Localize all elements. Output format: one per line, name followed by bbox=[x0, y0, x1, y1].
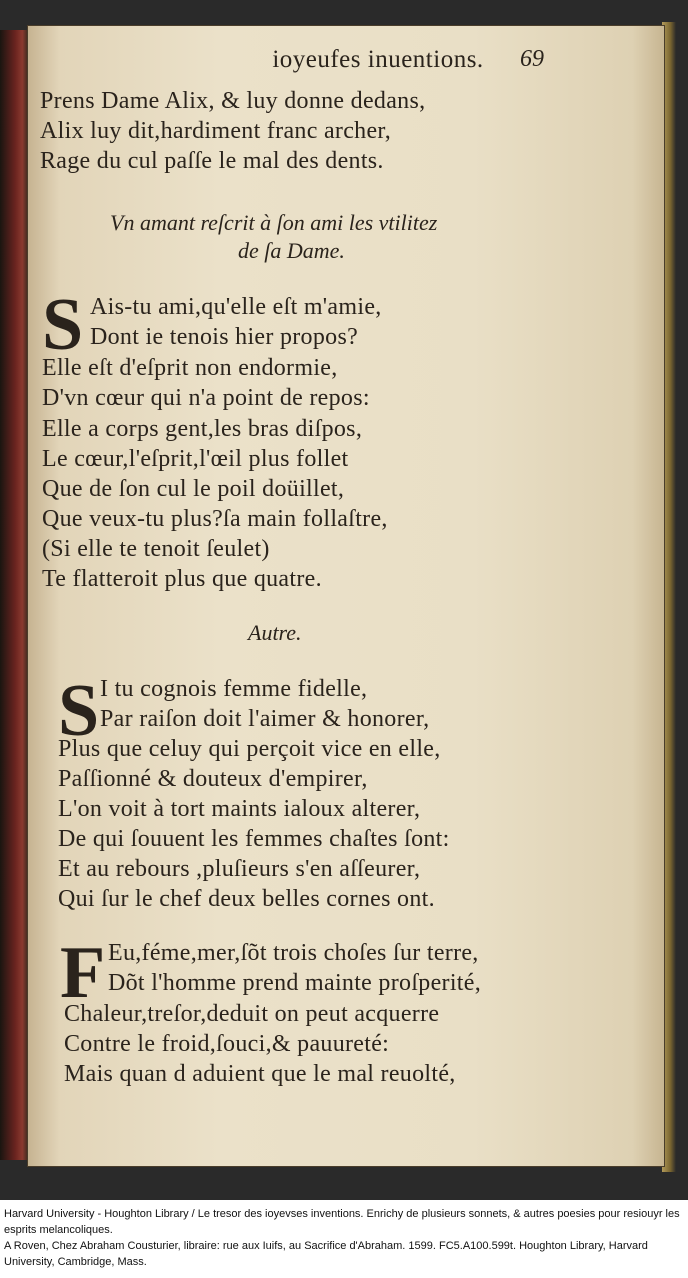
verse-line: Mais quan d aduient que le mal reuolté, bbox=[64, 1061, 456, 1087]
verse-line: Elle a corps gent,les bras diſpos, bbox=[42, 416, 363, 442]
verse-line: Qui ſur le chef deux belles cornes ont. bbox=[58, 886, 435, 912]
verse-line: D'vn cœur qui n'a point de repos: bbox=[42, 385, 370, 411]
drop-capital: F bbox=[60, 932, 106, 1014]
poem-title-continued: de ſa Dame. bbox=[238, 238, 345, 263]
verse-line: Prens Dame Alix, & luy donne dedans, bbox=[40, 88, 426, 114]
verse-line: Chaleur,treſor,deduit on peut acquerre bbox=[64, 1001, 440, 1027]
verse-line: Que veux-tu plus?ſa main follaſtre, bbox=[42, 506, 388, 532]
verse-line: Te flatteroit plus que quatre. bbox=[42, 566, 322, 592]
running-title: ioyeufes inuentions. bbox=[272, 46, 484, 73]
page-text bbox=[28, 26, 664, 1166]
citation-line-1: Harvard University - Houghton Library / Le tresor des ioyevses inventions. Enrichy de plusieurs sonnets, & autres poesies pour resiouyr les esprits melancoliques. bbox=[4, 1208, 680, 1236]
verse-line: Alix luy dit,hardiment franc archer, bbox=[40, 118, 392, 144]
poem-title: Vn amant reſcrit à ſon ami les vtilitez bbox=[110, 210, 438, 235]
verse-line: Ais-tu ami,qu'elle eſt m'amie, bbox=[90, 294, 382, 320]
citation-line-2: A Roven, Chez Abraham Cousturier, libraire: rue aux Iuifs, au Sacrifice d'Abraham. 1599. FC5.A100.599t. Houghton Library, Harvard University, Cambridge, Mass. bbox=[4, 1240, 648, 1268]
verse-line: Dõt l'homme prend mainte proſperité, bbox=[108, 970, 482, 996]
verse-line: Eu,féme,mer,ſõt trois choſes ſur terre, bbox=[108, 940, 479, 966]
verse-line: Paſſionné & douteux d'empirer, bbox=[58, 766, 368, 792]
drop-capital: S bbox=[42, 284, 84, 366]
verse-line: L'on voit à tort maints ialoux alterer, bbox=[58, 796, 421, 822]
verse-line: (Si elle te tenoit ſeulet) bbox=[42, 536, 270, 562]
library-citation bbox=[4, 1206, 684, 1270]
verse-line: Par raiſon doit l'aimer & honorer, bbox=[100, 706, 430, 732]
verse-line: Rage du cul paſſe le mal des dents. bbox=[40, 148, 384, 174]
verse-line: I tu cognois femme fidelle, bbox=[100, 676, 368, 702]
verse-line: Elle eſt d'eſprit non endormie, bbox=[42, 355, 338, 381]
verse-line: Dont ie tenois hier propos? bbox=[90, 324, 359, 350]
poem-title: Autre. bbox=[248, 620, 302, 645]
gilt-page-edge bbox=[662, 22, 676, 1172]
verse-line: Contre le froid,ſouci,& pauureté: bbox=[64, 1031, 390, 1057]
verse-line: Et au rebours ,pluſieurs s'en aſſeurer, bbox=[58, 856, 421, 882]
verse-line: De qui ſouuent les femmes chaſtes ſont: bbox=[58, 826, 450, 852]
verse-line: Plus que celuy qui perçoit vice en elle, bbox=[58, 736, 441, 762]
drop-capital: S bbox=[58, 670, 100, 752]
page-number: 69 bbox=[520, 46, 544, 72]
verse-line: Le cœur,l'eſprit,l'œil plus follet bbox=[42, 446, 349, 472]
binding-edge bbox=[0, 30, 28, 1160]
verse-line: Que de ſon cul le poil doüillet, bbox=[42, 476, 345, 502]
book-page bbox=[28, 26, 664, 1166]
